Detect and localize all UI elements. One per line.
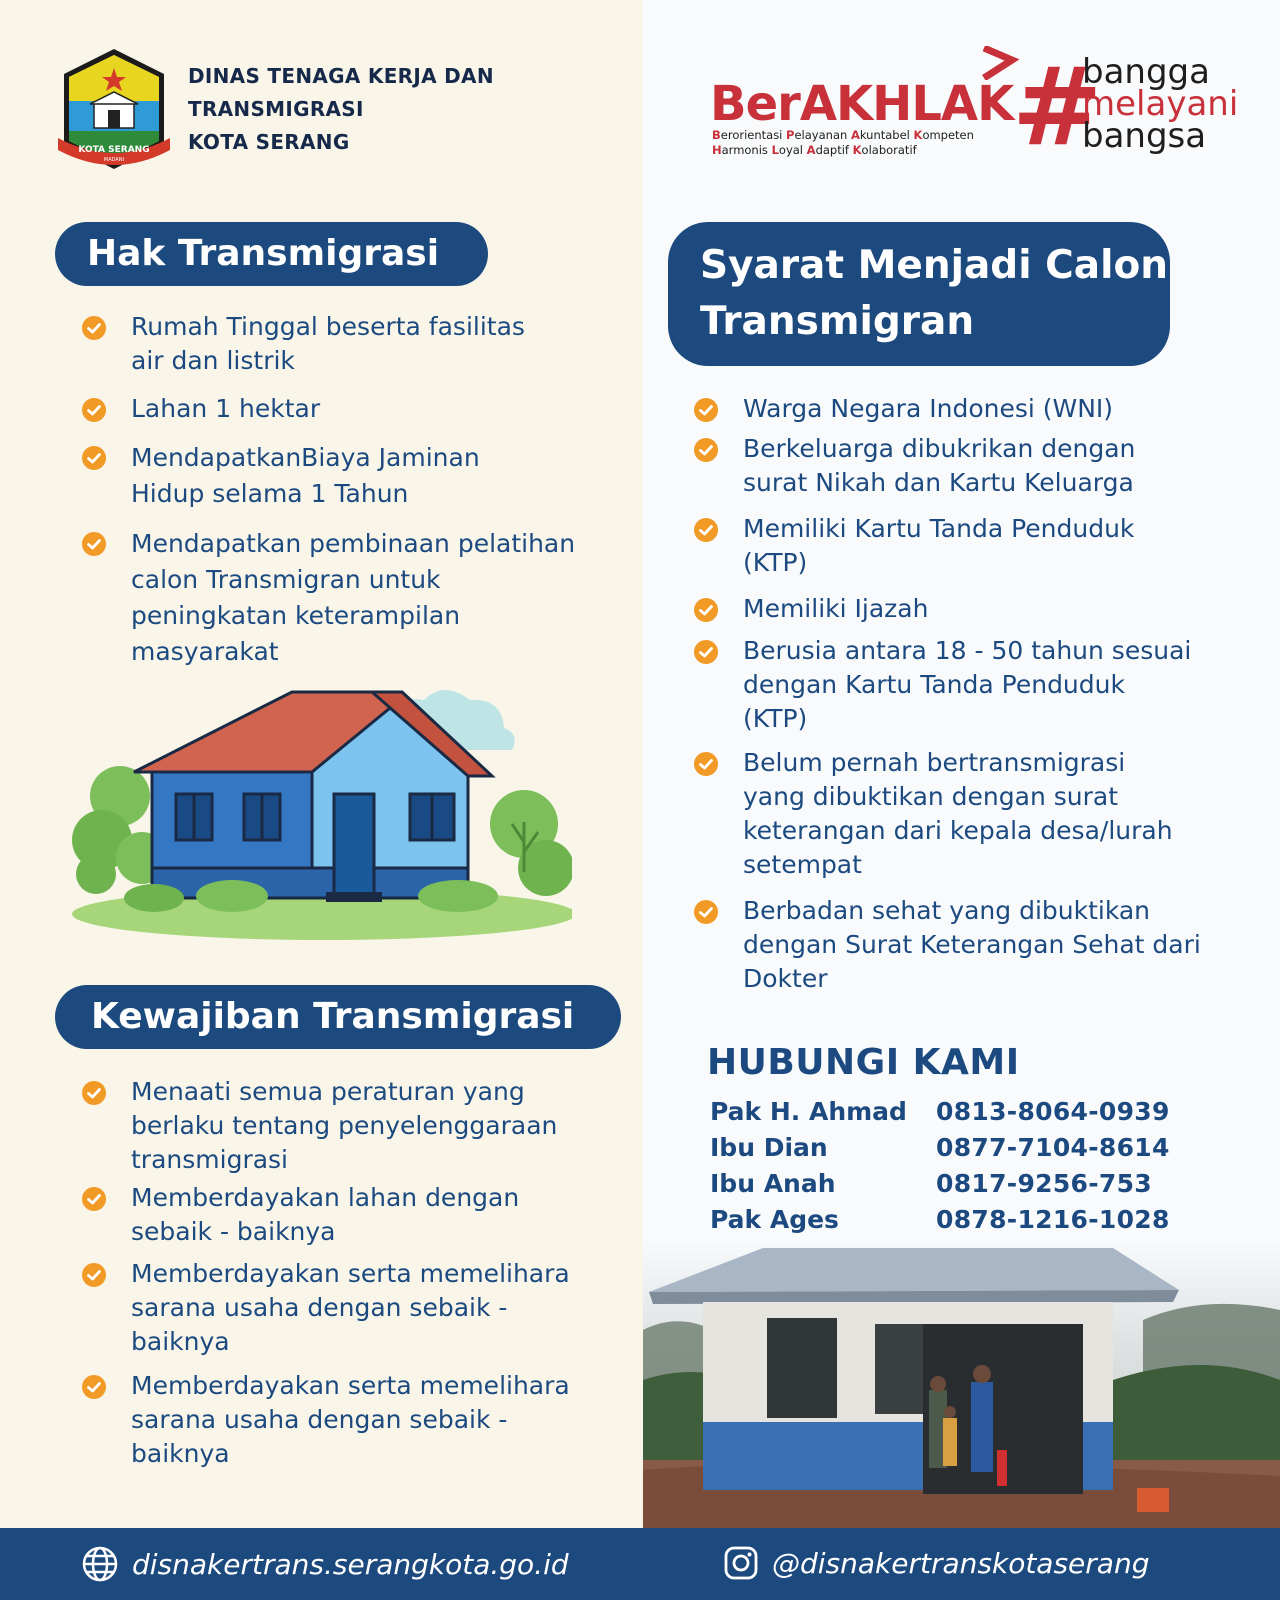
instagram-text: @disnakertranskotaserang [772, 1546, 1150, 1580]
list-item: Berkeluarga dibukrikan dengan surat Nikah dan Kartu Keluarga [694, 432, 1254, 500]
check-circle-icon [694, 640, 718, 664]
check-circle-icon [82, 446, 106, 470]
kota-serang-logo [52, 46, 176, 172]
check-circle-icon [82, 398, 106, 422]
org-name-line-1: DINAS TENAGA KERJA DAN [188, 64, 494, 88]
contact-row [710, 1130, 1230, 1166]
kewajiban-list [82, 1075, 642, 1475]
org-name-line-2: TRANSMIGRASI [188, 97, 364, 121]
hak-title: Hak Transmigrasi [55, 222, 488, 286]
footer-instagram[interactable] [724, 1546, 1149, 1580]
check-circle-icon [694, 900, 718, 924]
check-circle-icon [82, 1187, 106, 1211]
list-item: Memiliki Kartu Tanda Penduduk (KTP) [694, 512, 1254, 580]
hak-list [82, 310, 642, 670]
contact-name: Ibu Dian [710, 1133, 828, 1162]
tagline-2: melayani [1082, 84, 1239, 124]
contact-phone[interactable]: 0817-9256-753 [936, 1169, 1152, 1198]
berakhlak-subtitle [712, 128, 974, 158]
syarat-list [694, 392, 1254, 1006]
check-circle-icon [694, 398, 718, 422]
contact-row [710, 1166, 1230, 1202]
contact-phone[interactable]: 0813-8064-0939 [936, 1097, 1170, 1126]
contact-name: Ibu Anah [710, 1169, 836, 1198]
check-circle-icon [82, 1375, 106, 1399]
contact-name: Pak Ages [710, 1205, 839, 1234]
check-circle-icon [694, 518, 718, 542]
check-circle-icon [82, 1263, 106, 1287]
contact-row [710, 1202, 1230, 1238]
syarat-title-line-1: Syarat Menjadi Calon [700, 243, 1169, 288]
contact-name: Pak H. Ahmad [710, 1097, 907, 1126]
list-item: Berbadan sehat yang dibuktikan dengan Surat Keterangan Sehat dari Dokter [694, 894, 1254, 996]
syarat-title [668, 222, 1170, 366]
syarat-title-line-2: Transmigran [700, 299, 975, 344]
contact-row [710, 1094, 1230, 1130]
footer-website[interactable] [82, 1546, 569, 1582]
check-circle-icon [694, 438, 718, 462]
list-item: Menaati semua peraturan yang berlaku tentang penyelenggaraan transmigrasi [82, 1075, 642, 1177]
list-item: Warga Negara Indonesi (WNI) [694, 392, 1254, 426]
berakhlak-tagline [1082, 52, 1239, 156]
logo-text: KOTA SERANG [78, 145, 150, 155]
berakhlak-word: BerAKHLAK [710, 76, 1014, 132]
kewajiban-title: Kewajiban Transmigrasi [55, 985, 621, 1049]
contact-table [710, 1094, 1230, 1238]
footer [0, 1528, 1280, 1600]
check-circle-icon [694, 598, 718, 622]
house-photo [643, 1240, 1280, 1528]
berakhlak-logo [710, 45, 1265, 170]
check-circle-icon [694, 752, 718, 776]
list-item: Berusia antara 18 - 50 tahun sesuai dengan Kartu Tanda Penduduk (KTP) [694, 634, 1254, 736]
list-item: Memberdayakan lahan dengan sebaik - baiknya [82, 1181, 642, 1249]
berakhlak-subtitle-line-2: Harmonis Loyal Adaptif Kolaboratif [712, 143, 917, 157]
house-illustration [72, 672, 572, 952]
berakhlak-hash: # [1012, 45, 1103, 170]
list-item: Mendapatkan pembinaan pelatihan calon Transmigran untuk peningkatan keterampilan masyarakat [82, 526, 642, 670]
list-item: Memberdayakan serta memelihara sarana usaha dengan sebaik - baiknya [82, 1369, 642, 1471]
list-item: Lahan 1 hektar [82, 392, 642, 426]
list-item: Memiliki Ijazah [694, 592, 1254, 626]
org-name [188, 60, 588, 159]
list-item: MendapatkanBiaya Jaminan Hidup selama 1 Tahun [82, 440, 642, 512]
check-circle-icon [82, 532, 106, 556]
tagline-1: bangga [1082, 52, 1210, 92]
berakhlak-subtitle-line-1: Berorientasi Pelayanan Akuntabel Kompeten [712, 128, 974, 142]
check-circle-icon [82, 1081, 106, 1105]
contact-title: HUBUNGI KAMI [707, 1042, 1020, 1083]
list-item: Memberdayakan serta memelihara sarana usaha dengan sebaik - baiknya [82, 1257, 642, 1359]
globe-icon [82, 1546, 118, 1582]
instagram-icon [724, 1546, 758, 1580]
list-item: Rumah Tinggal beserta fasilitas air dan listrik [82, 310, 642, 378]
contact-phone[interactable]: 0878-1216-1028 [936, 1205, 1170, 1234]
check-circle-icon [82, 316, 106, 340]
org-name-line-3: KOTA SERANG [188, 130, 350, 154]
list-item: Belum pernah bertransmigrasi yang dibuktikan dengan surat keterangan dari kepala desa/lurah setempat [694, 746, 1254, 882]
contact-phone[interactable]: 0877-7104-8614 [936, 1133, 1170, 1162]
tagline-3: bangsa [1082, 116, 1207, 156]
logo-subtext: MADANI [103, 157, 125, 163]
website-text: disnakertrans.serangkota.go.id [132, 1547, 569, 1581]
